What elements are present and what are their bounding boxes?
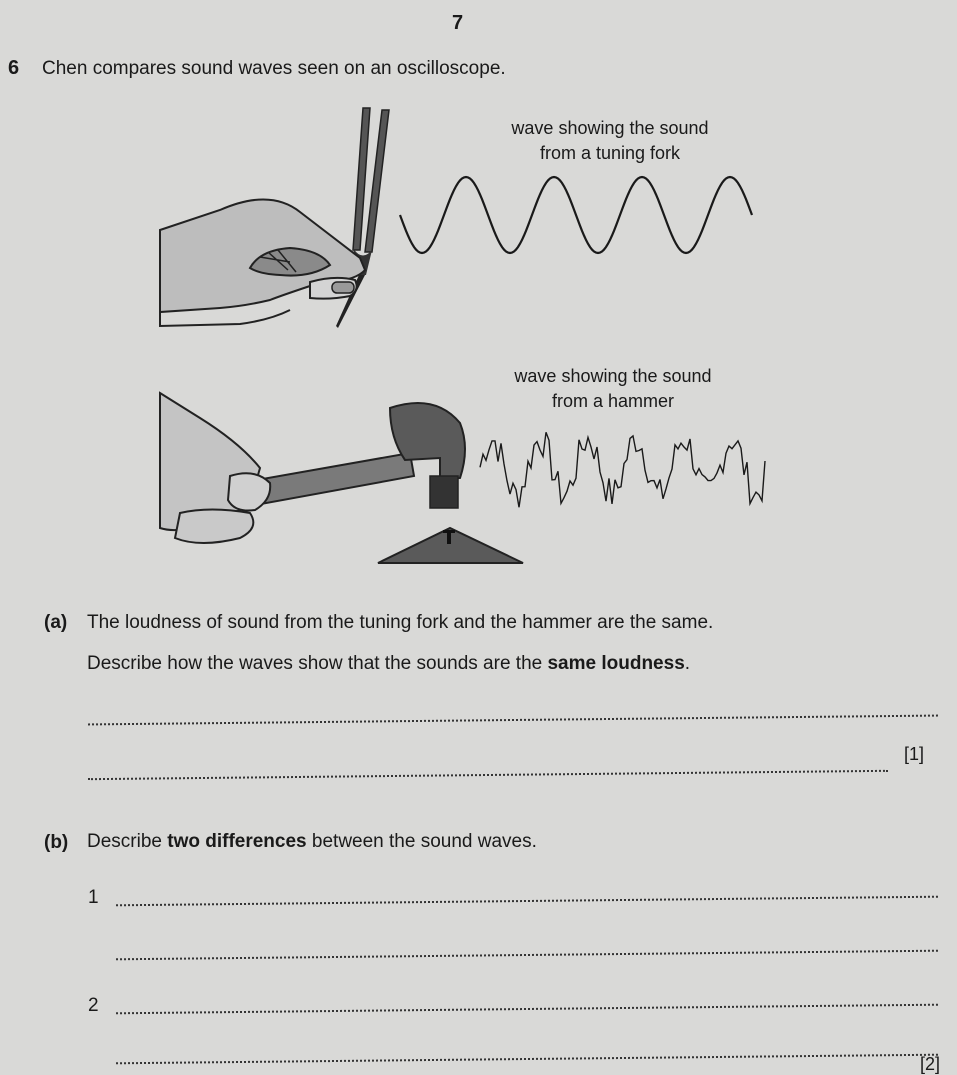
part-a-prompt-suffix: . [684, 653, 691, 674]
hammer-wave [480, 425, 770, 510]
tuning-fork-wave [400, 170, 760, 260]
page-number: 7 [452, 12, 464, 34]
hammer-caption-line1: wave showing the sound [514, 366, 712, 386]
answer-line-b2[interactable] [116, 950, 938, 961]
part-b-prompt [87, 831, 537, 853]
answer-line-a2[interactable] [88, 770, 888, 780]
part-b-prompt-suffix: between the sound waves. [306, 831, 537, 852]
part-a-prompt [87, 653, 690, 675]
hammer-caption-line2: from a hammer [551, 391, 675, 411]
hammer-hand-illustration [160, 388, 530, 568]
part-b-marks: [2] [920, 1054, 941, 1074]
part-a-marks: [1] [904, 744, 925, 764]
tuning-fork-hand-illustration [160, 100, 400, 335]
part-b-prompt-bold: two differences [167, 831, 307, 852]
fork-caption-line2: from a tuning fork [539, 143, 681, 163]
question-text: Chen compares sound waves seen on an oscilloscope. [42, 58, 506, 79]
part-a-label: (a) [44, 612, 68, 633]
part-b-item1-number: 1 [88, 887, 99, 908]
part-a-statement: The loudness of sound from the tuning fork and the hammer are the same. [87, 612, 714, 633]
hammer-caption [498, 364, 728, 414]
answer-line-b1[interactable] [116, 896, 938, 907]
fork-caption [495, 116, 725, 166]
answer-line-a1[interactable] [88, 715, 938, 726]
part-b-item2-number: 2 [88, 995, 99, 1016]
part-a-prompt-bold: same loudness [547, 653, 685, 674]
part-a-prompt-prefix: Describe how the waves show that the sounds are the [87, 653, 548, 674]
answer-line-b3[interactable] [116, 1004, 938, 1015]
answer-line-b4[interactable] [116, 1054, 938, 1065]
part-b-label: (b) [44, 832, 69, 853]
fork-caption-line1: wave showing the sound [511, 118, 709, 138]
part-b-prompt-prefix: Describe [87, 831, 168, 852]
question-number: 6 [8, 57, 20, 79]
